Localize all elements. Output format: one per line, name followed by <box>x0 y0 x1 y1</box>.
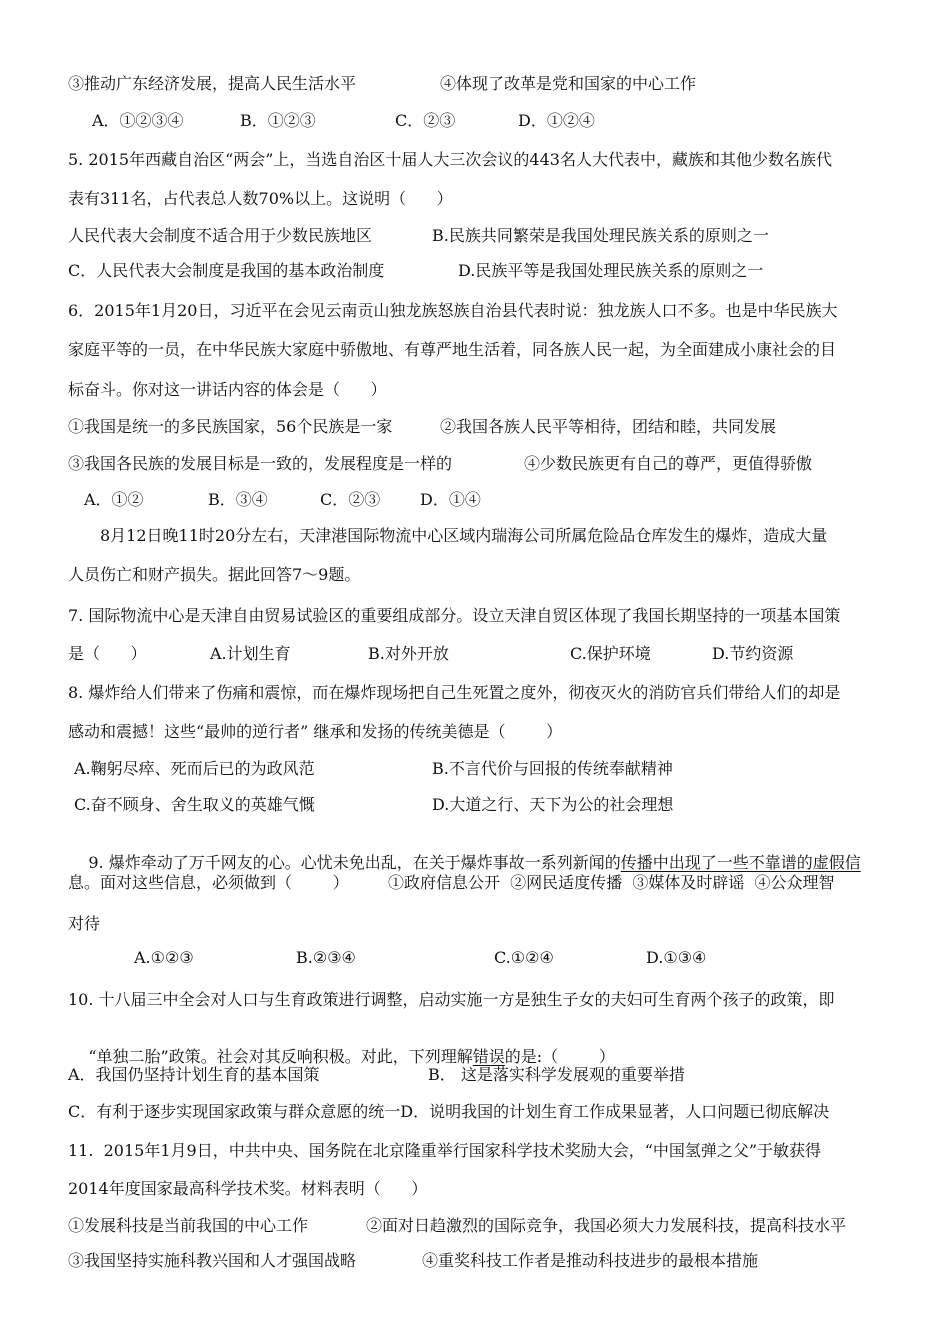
q4-option-3: ③推动广东经济发展，提高人民生活水平 <box>68 74 357 93</box>
q9-stem-line-2: 息。面对这些信息，必须做到（ ） <box>68 873 349 892</box>
material-intro-line-2: 人员伤亡和财产损失。据此回答7～9题。 <box>68 565 361 584</box>
q4-answer-b: B．①②③ <box>240 111 316 130</box>
q6-answer-a: A．①② <box>84 490 144 509</box>
q11-option-4: ④重奖科技工作者是推动科技进步的最根本措施 <box>422 1251 759 1270</box>
q4-answer-a: A．①②③④ <box>92 111 184 130</box>
q4-answer-c: C．②③ <box>395 111 456 130</box>
q7-blank: 是（ ） <box>68 644 147 663</box>
q4-answer-d: D．①②④ <box>518 111 595 130</box>
q9-answer-d: D.①③④ <box>646 948 707 967</box>
q9-answer-b: B.②③④ <box>296 948 356 967</box>
q11-option-2: ②面对日趋激烈的国际竞争，我国必须大力发展科技，提高科技水平 <box>366 1216 847 1235</box>
q11-stem-line-2: 2014年度国家最高科学技术奖。材料表明（ ） <box>68 1179 428 1198</box>
q9-underlined-text: 传播中出现了一些不靠谱的虚假信 <box>620 853 861 872</box>
q6-option-1: ①我国是统一的多民族国家，56个民族是一家 <box>68 417 393 436</box>
material-intro-line-1: 8月12日晚11时20分左右，天津港国际物流中心区域内瑞海公司所属危险品仓库发生的爆炸，造成大量 <box>100 526 828 545</box>
q8-option-c: C.奋不顾身、舍生取义的英雄气慨 <box>74 795 315 814</box>
q6-stem-line-2: 家庭平等的一员，在中华民族大家庭中骄傲地、有尊严地生活着，同各族人民一起，为全面建成小康社会的目 <box>68 340 837 359</box>
q8-stem-line-1: 8. 爆炸给人们带来了伤痛和震惊，而在爆炸现场把自己生死置之度外，彻夜灭火的消防官兵们带给人们的却是 <box>68 683 841 702</box>
q6-answer-d: D．①④ <box>420 490 481 509</box>
q11-option-3: ③我国坚持实施科教兴国和人才强国战略 <box>68 1251 357 1270</box>
q6-option-2: ②我国各族人民平等相待，团结和睦，共同发展 <box>440 417 777 436</box>
q8-stem-line-2: 感动和震撼！这些“最帅的逆行者” 继承和发扬的传统美德是（ ） <box>68 722 563 741</box>
q7-option-d: D.节约资源 <box>712 644 794 663</box>
q7-option-b: B.对外开放 <box>368 644 449 663</box>
q6-answer-c: C．②③ <box>320 490 381 509</box>
q5-stem-line-2: 表有311名，占代表总人数70%以上。这说明（ ） <box>68 189 453 208</box>
q11-option-1: ①发展科技是当前我国的中心工作 <box>68 1216 309 1235</box>
q10-underlined-text: 错误 <box>472 1047 505 1066</box>
q7-option-c: C.保护环境 <box>570 644 651 663</box>
q6-stem-line-3: 标奋斗。你对这一讲话内容的体会是（ ） <box>68 380 387 399</box>
q10-stem-text-end: 的是:（ ） <box>504 1047 615 1066</box>
q9-choices: ①政府信息公开 ②网民适度传播 ③媒体及时辟谣 ④公众理智 <box>388 873 835 892</box>
q11-stem-line-1: 11. 2015年1月9日，中共中央、国务院在北京隆重举行国家科学技术奖励大会，“中国氢弹之父”于敏获得 <box>68 1141 822 1160</box>
q8-option-a: A.鞠躬尽瘁、死而后已的为政风范 <box>74 759 315 778</box>
q7-stem: 7. 国际物流中心是天津自由贸易试验区的重要组成部分。设立天津自贸区体现了我国长期坚持的一项基本国策 <box>68 606 841 625</box>
q5-stem-line-1: 5. 2015年西藏自治区“两会”上，当选自治区十届人大三次会议的443名人大代表中，藏族和其他少数名族代 <box>68 150 832 169</box>
q9-stem-text: 9. 爆炸牵动了万千网友的心。心忧未免出乱，在关于爆炸事故一系列新闻的 <box>88 853 621 872</box>
q9-answer-a: A.①②③ <box>134 948 194 967</box>
q6-option-4: ④少数民族更有自己的尊严，更值得骄傲 <box>524 454 813 473</box>
q8-option-b: B.不言代价与回报的传统奉献精神 <box>432 759 673 778</box>
q10-option-cd: C．有利于逐步实现国家政策与群众意愿的统一D．说明我国的计划生育工作成果显著，人口问题已彻底解决 <box>68 1102 830 1121</box>
q9-stem-line-3: 对待 <box>68 914 101 933</box>
q10-stem-text: “单独二胎”政策。社会对其反响积极。对此，下列理解 <box>88 1047 473 1066</box>
q5-option-d: D.民族平等是我国处理民族关系的原则之一 <box>458 261 764 280</box>
q6-answer-b: B．③④ <box>208 490 268 509</box>
q10-stem-line-1: 10. 十八届三中全会对人口与生育政策进行调整，启动实施一方是独生子女的夫妇可生育两个孩子的政策，即 <box>68 990 835 1009</box>
q6-stem-line-1: 6．2015年1月20日，习近平在会见云南贡山独龙族怒族自治县代表时说：独龙族人口不多。也是中华民族大 <box>68 301 838 320</box>
q9-answer-c: C.①②④ <box>494 948 554 967</box>
q10-option-b: B． 这是落实科学发展观的重要举措 <box>428 1065 685 1084</box>
q5-option-c: C．人民代表大会制度是我国的基本政治制度 <box>68 261 385 280</box>
q5-option-a: 人民代表大会制度不适合用于少数民族地区 <box>68 226 373 245</box>
q6-option-3: ③我国各民族的发展目标是一致的，发展程度是一样的 <box>68 454 453 473</box>
q5-option-b: B.民族共同繁荣是我国处理民族关系的原则之一 <box>432 226 769 245</box>
q10-option-a: A．我国仍坚持计划生育的基本国策 <box>68 1065 320 1084</box>
q8-option-d: D.大道之行、天下为公的社会理想 <box>432 795 674 814</box>
q4-option-4: ④体现了改革是党和国家的中心工作 <box>440 74 697 93</box>
q7-option-a: A.计划生育 <box>210 644 291 663</box>
